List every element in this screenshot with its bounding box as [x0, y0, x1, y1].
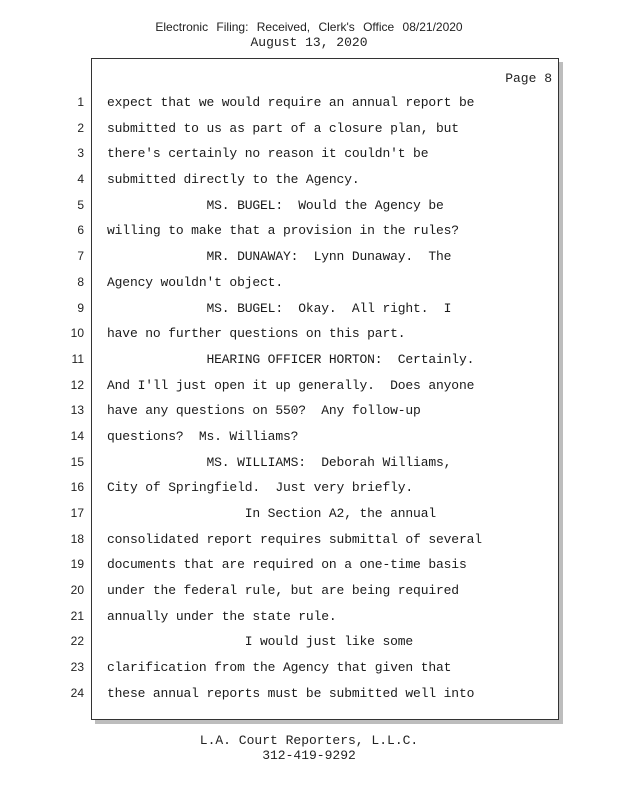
- line-text: MS. BUGEL: Would the Agency be: [107, 197, 444, 213]
- line-number: 8: [77, 274, 84, 289]
- line-number: 21: [70, 608, 84, 623]
- line-number: 15: [70, 454, 84, 469]
- reporter-phone: 312-419-9292: [262, 748, 356, 763]
- line-number: 10: [70, 326, 84, 341]
- line-text: And I'll just open it up generally. Does anyone: [107, 377, 475, 393]
- line-number: 14: [70, 428, 84, 443]
- transcript-lines: [0, 90, 618, 707]
- transcript-line: [0, 578, 618, 604]
- line-number: 24: [70, 685, 84, 700]
- transcript-line: [0, 296, 618, 322]
- transcript-line: [0, 90, 618, 116]
- line-text: consolidated report requires submittal of several: [107, 531, 482, 547]
- transcript-line: [0, 244, 618, 270]
- transcript-line: [0, 450, 618, 476]
- line-text: MR. DUNAWAY: Lynn Dunaway. The: [107, 249, 452, 265]
- line-text: annually under the state rule.: [107, 608, 337, 624]
- line-text: under the federal rule, but are being required: [107, 583, 459, 599]
- line-number: 5: [77, 197, 84, 212]
- line-text: documents that are required on a one-time basis: [107, 557, 467, 573]
- line-number: 16: [70, 480, 84, 495]
- page-number: Page 8: [505, 71, 552, 86]
- line-text: there's certainly no reason it couldn't be: [107, 146, 429, 162]
- line-number: 3: [77, 146, 84, 161]
- transcript-line: [0, 116, 618, 142]
- line-text: clarification from the Agency that given that: [107, 660, 452, 676]
- reporter-footer: [0, 733, 618, 763]
- transcript-line: [0, 604, 618, 630]
- line-text: expect that we would require an annual report be: [107, 95, 475, 110]
- line-number: 19: [70, 557, 84, 572]
- transcript-line: [0, 193, 618, 219]
- line-number: 11: [71, 351, 84, 366]
- transcript-line: [0, 475, 618, 501]
- line-number: 6: [77, 223, 84, 238]
- line-number: 2: [77, 120, 84, 135]
- transcript-line: [0, 681, 618, 707]
- line-text: submitted directly to the Agency.: [107, 172, 360, 188]
- line-text: MS. BUGEL: Okay. All right. I: [107, 300, 452, 316]
- line-number: 20: [70, 583, 84, 598]
- line-text: submitted to us as part of a closure plan, but: [107, 120, 459, 136]
- line-number: 13: [70, 403, 84, 418]
- transcript-line: [0, 527, 618, 553]
- line-text: City of Springfield. Just very briefly.: [107, 480, 414, 496]
- line-number: 9: [77, 300, 84, 315]
- line-number: 17: [70, 506, 84, 520]
- line-text: I would just like some: [107, 634, 414, 650]
- transcript-line: [0, 629, 618, 655]
- transcript-line: [0, 270, 618, 296]
- reporter-company: L.A. Court Reporters, L.L.C.: [199, 733, 419, 748]
- filing-stamp: Electronic Filing: Received, Clerk's Office 08/21/2020: [155, 20, 463, 34]
- line-text: Agency wouldn't object.: [107, 274, 283, 290]
- line-number: 18: [70, 531, 84, 546]
- line-text: have any questions on 550? Any follow-up: [107, 403, 421, 419]
- line-text: HEARING OFFICER HORTON: Certainly.: [107, 351, 475, 367]
- line-number: 22: [70, 634, 84, 649]
- transcript-line: [0, 218, 618, 244]
- transcript-date: August 13, 2020: [250, 35, 368, 50]
- line-number: 12: [70, 377, 84, 392]
- line-number: 4: [77, 172, 84, 187]
- transcript-line: [0, 552, 618, 578]
- transcript-line: [0, 347, 618, 373]
- line-number: 23: [70, 660, 84, 675]
- transcript-line: [0, 141, 618, 167]
- transcript-line: [0, 424, 618, 450]
- line-text: these annual reports must be submitted well into: [107, 685, 475, 701]
- transcript-line: [0, 501, 618, 527]
- line-text: willing to make that a provision in the rules?: [107, 223, 459, 239]
- line-text: MS. WILLIAMS: Deborah Williams,: [107, 454, 452, 470]
- line-text: In Section A2, the annual: [107, 506, 437, 521]
- transcript-line: [0, 398, 618, 424]
- transcript-line: [0, 167, 618, 193]
- transcript-line: [0, 373, 618, 399]
- line-text: questions? Ms. Williams?: [107, 428, 299, 444]
- line-text: have no further questions on this part.: [107, 326, 406, 342]
- transcript-line: [0, 655, 618, 681]
- line-number: 1: [77, 95, 84, 109]
- line-number: 7: [77, 249, 84, 264]
- transcript-line: [0, 321, 618, 347]
